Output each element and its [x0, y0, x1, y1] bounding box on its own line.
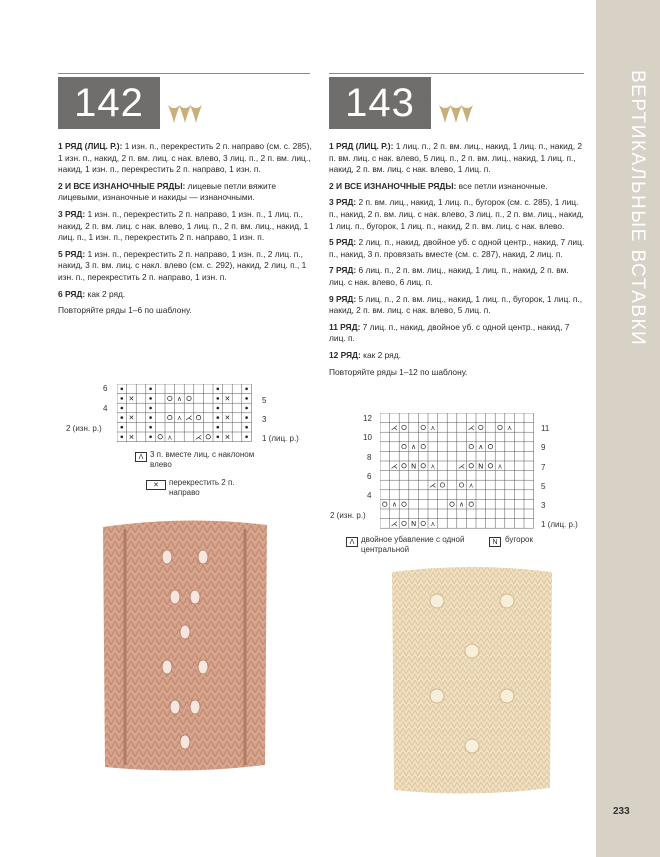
chart-row-label: 3 [541, 501, 546, 510]
chart-stitch-symbol: ∧ [176, 394, 182, 403]
chart-stitch-symbol [121, 426, 124, 429]
chart-stitch-symbol [206, 435, 210, 439]
chart-stitch-symbol [421, 444, 425, 448]
chart-row-label: 9 [541, 443, 546, 452]
chart-stitch-symbol [402, 444, 406, 448]
chart-row-label: 1 (лиц. р.) [541, 520, 578, 529]
chart-row-label: 6 [367, 472, 372, 481]
knitted-swatch-142-photo [95, 517, 277, 775]
cross-right-symbol-icon: ✕ [146, 480, 166, 490]
chart-stitch-symbol [479, 425, 483, 429]
chart-stitch-symbol: ∧ [478, 443, 484, 452]
chart-stitch-symbol [217, 426, 220, 429]
chart-stitch-symbol [217, 436, 220, 439]
chart-stitch-symbol [469, 444, 473, 448]
repeat-note: Повторяйте ряды 1–6 по шаблону. [58, 305, 192, 316]
row-instruction: 2 И ВСЕ ИЗНАНОЧНЫЕ РЯДЫ: лицевые петли вяжите лицевыми, изнаночные и накиды — изнаночными. [58, 180, 277, 203]
chart-stitch-symbol [149, 416, 152, 419]
chart-stitch-symbol [488, 444, 492, 448]
chart-stitch-symbol: ⋌ [195, 433, 203, 442]
chart-stitch-symbol [121, 407, 124, 410]
knitting-chart-143 [380, 413, 536, 529]
chart-stitch-symbol [402, 521, 406, 525]
row-instruction: 1 РЯД (ЛИЦ. Р.): 1 изн. п., перекрестить 2 п. направо (см. с. 285), 1 изн. п., накид, 2 п. вм. лиц. с нак. влево, 3 лиц. п., 2 п. вм. лиц., накид, 1 изн. п., перекрестить 2 п. направо, 1 изн. п. [58, 141, 312, 175]
chart-stitch-symbol: ⋏ [430, 462, 436, 471]
chart-stitch-symbol [498, 425, 502, 429]
chart-stitch-symbol [217, 397, 220, 400]
chart-stitch-symbol: ⋌ [390, 462, 398, 471]
pattern-142-instructions [58, 141, 312, 322]
pattern-number-143: 143 [329, 77, 431, 129]
chart-stitch-symbol: N [410, 462, 417, 471]
chart-row-label: 10 [363, 433, 372, 442]
chart-stitch-symbol: ✕ [224, 433, 231, 442]
chart-stitch-symbol [158, 435, 162, 439]
chart-stitch-symbol [421, 425, 425, 429]
header-rule-143 [329, 73, 584, 74]
chart-stitch-symbol [121, 397, 124, 400]
chart-stitch-symbol [421, 464, 425, 468]
chart-stitch-symbol [488, 464, 492, 468]
pattern-number-142: 142 [58, 77, 160, 129]
bobble-symbol-icon: N [489, 537, 501, 547]
difficulty-icon [437, 103, 473, 125]
double-decrease-symbol-icon: ᐱ [346, 537, 358, 547]
chart-stitch-symbol: ⋏ [430, 519, 436, 528]
chart-row-label: 2 (изн. р.) [330, 511, 366, 520]
chart-stitch-symbol [196, 415, 200, 419]
difficulty-icon [166, 103, 202, 125]
chart-stitch-symbol: N [478, 462, 484, 471]
chart-stitch-symbol [217, 416, 220, 419]
page-number: 233 [613, 806, 630, 817]
chart-row-label: 7 [541, 463, 546, 472]
row-instruction: 5 РЯД: 1 изн. п., перекрестить 2 п. направо, 1 изн. п., 2 лиц. п., накид, 3 п. вм. лиц. с накл. влево (см. с. 292), накид, 2 лиц. п., 1 изн. п., перекрестить 2 п. направо, 1 изн. п. [58, 248, 307, 282]
chart-stitch-symbol: ⋏ [167, 433, 173, 442]
chart-row-label: 1 (лиц. р.) [262, 434, 299, 443]
chart-stitch-symbol: ⋌ [390, 519, 398, 528]
chart-stitch-symbol [245, 426, 248, 429]
row-instruction: 1 РЯД (ЛИЦ. Р.): 1 лиц. п., 2 п. вм. лиц., накид, 1 лиц. п., накид, 2 п. вм. лиц. с нак. влево, 5 лиц. п., 2 п. вм. лиц., накид, 1 лиц. п., накид, 2 п. вм. лиц. с нак. влево, 1 лиц. п. [329, 141, 583, 175]
chart-stitch-symbol: ⋏ [176, 414, 182, 423]
repeat-note: Повторяйте ряды 1–12 по шаблону. [329, 366, 468, 377]
chart-stitch-symbol: ✕ [128, 394, 135, 403]
knitting-chart-142 [117, 384, 257, 442]
chart-row-label: 4 [103, 404, 108, 413]
chart-stitch-symbol [217, 407, 220, 410]
chart-stitch-symbol [149, 397, 152, 400]
chart-stitch-symbol [469, 464, 473, 468]
knitted-swatch-143-photo [382, 566, 562, 796]
chart-stitch-symbol: ⋌ [390, 423, 398, 432]
chart-stitch-symbol [469, 502, 473, 506]
legend-text: бугорок [505, 535, 533, 544]
row-instruction: 2 И ВСЕ ИЗНАНОЧНЫЕ РЯДЫ: все петли изнаночные. [329, 180, 548, 191]
legend-text: двойное убавление с одной центральной [361, 535, 465, 554]
row-instruction: 9 РЯД: 5 лиц. п., 2 п. вм. лиц., накид, 1 лиц. п., бугорок, 1 лиц. п., накид, 2 п. вм. лиц. с нак. влево, 5 лиц. п. [329, 293, 583, 316]
row-instruction: 7 РЯД: 6 лиц. п., 2 п. вм. лиц., накид, 1 лиц. п., накид, 2 п. вм. лиц. с нак. влево, 6 лиц. п. [329, 265, 569, 287]
chart-stitch-symbol [402, 464, 406, 468]
chart-stitch-symbol [217, 388, 220, 391]
chart-row-label: 12 [363, 414, 372, 423]
chart-stitch-symbol [421, 521, 425, 525]
section-title: ВЕРТИКАЛЬНЫЕ ВСТАВКИ [627, 70, 648, 347]
chart-stitch-symbol [187, 396, 191, 400]
chart-stitch-symbol [168, 396, 172, 400]
chart-stitch-symbol [245, 397, 248, 400]
sk2p-symbol-icon: ᐱ [135, 452, 147, 462]
chart-stitch-symbol: ✕ [224, 414, 231, 423]
chart-row-label: 11 [541, 424, 550, 433]
legend-text: перекрестить 2 п. направо [169, 478, 235, 497]
chart-stitch-symbol: ⋌ [429, 481, 437, 490]
chart-stitch-symbol [121, 388, 124, 391]
row-instruction: 12 РЯД: как 2 ряд. [329, 349, 401, 360]
chart-stitch-symbol: ⋌ [467, 423, 475, 432]
chart-stitch-symbol [245, 416, 248, 419]
chart-stitch-symbol: ✕ [224, 394, 231, 403]
chart-stitch-symbol: N [410, 519, 417, 528]
chart-stitch-symbol: ✕ [128, 414, 135, 423]
chart-row-label: 2 (изн. р.) [66, 424, 102, 433]
chart-stitch-symbol: ⋌ [458, 462, 466, 471]
chart-stitch-symbol [459, 483, 463, 487]
chart-stitch-symbol [245, 436, 248, 439]
chart-stitch-symbol [149, 407, 152, 410]
chart-stitch-symbol [450, 502, 454, 506]
chart-stitch-symbol: ∧ [391, 500, 397, 509]
chart-row-label: 5 [262, 396, 267, 405]
legend-text: 3 п. вместе лиц. с наклоном влево [150, 450, 255, 469]
chart-stitch-symbol [168, 415, 172, 419]
chart-row-label: 8 [367, 453, 372, 462]
chart-row-label: 4 [367, 491, 372, 500]
row-instruction: 6 РЯД: как 2 ряд. [58, 288, 126, 299]
chart-stitch-symbol: ✕ [128, 433, 135, 442]
chart-stitch-symbol [440, 483, 444, 487]
chart-stitch-symbol: ⋏ [507, 423, 513, 432]
row-instruction: 3 РЯД: 2 п. вм. лиц., накид, 1 лиц. п., бугорок (см. с. 285), 1 лиц. п., накид, 2 п. вм. лиц. с нак. влево, 3 лиц. п., 2 п. вм. лиц., накид, 1 лиц. п., бугорок, 1 лиц. п., накид, 2 п. вм. лиц. с нак. влево. [329, 197, 584, 231]
header-rule-142 [58, 73, 310, 74]
chart-stitch-symbol: ⋏ [430, 423, 436, 432]
chart-stitch-symbol [383, 502, 387, 506]
row-instruction: 11 РЯД: 7 лиц. п., накид, двойное уб. с одной центр., накид, 7 лиц. п. [329, 321, 570, 344]
row-instruction: 3 РЯД: 1 изн. п., перекрестить 2 п. направо, 1 изн. п., 1 лиц. п., накид, 2 п. вм. лиц. с нак. влево, 1 лиц. п., 2 п. вм. лиц., накид, 1 лиц. п., 1 изн. п., перекрестить 2 п. направо, 1 изн. п. [58, 208, 309, 243]
chart-stitch-symbol [121, 436, 124, 439]
chart-stitch-symbol [149, 436, 152, 439]
chart-row-label: 5 [541, 482, 546, 491]
chart-row-label: 6 [103, 384, 108, 393]
pattern-143-instructions [329, 141, 585, 383]
chart-stitch-symbol [121, 416, 124, 419]
chart-stitch-symbol [245, 388, 248, 391]
chart-stitch-symbol [149, 388, 152, 391]
chart-stitch-symbol [149, 426, 152, 429]
chart-stitch-symbol [245, 407, 248, 410]
chart-stitch-symbol: ⋏ [468, 481, 474, 490]
chart-stitch-symbol: ∧ [411, 443, 417, 452]
chart-stitch-symbol: ⋏ [497, 462, 503, 471]
chart-stitch-symbol: ⋌ [185, 414, 193, 423]
chart-stitch-symbol [402, 425, 406, 429]
chart-row-label: 3 [262, 415, 267, 424]
chart-stitch-symbol: ∧ [459, 500, 465, 509]
chart-stitch-symbol [402, 502, 406, 506]
row-instruction: 5 РЯД: 2 лиц. п., накид, двойное уб. с одной центр., накид, 7 лиц. п., накид, 3 п. провязать вместе (см. с. 287), накид, 2 лиц. п. [329, 237, 585, 259]
